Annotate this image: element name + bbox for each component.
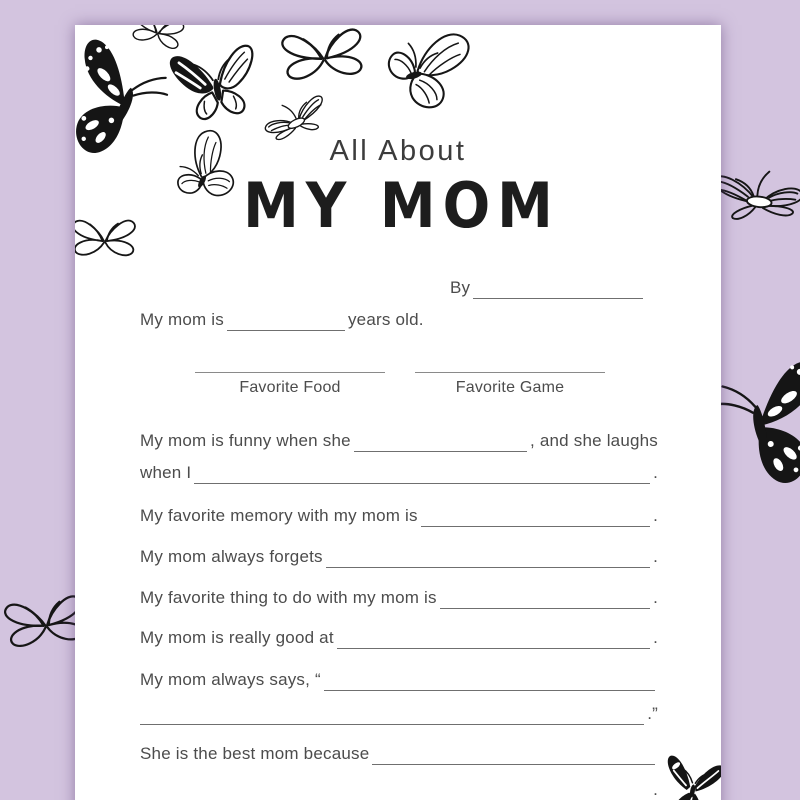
favorite-food-label: Favorite Food	[239, 379, 341, 396]
striped-butterfly-icon	[163, 31, 269, 134]
prompt-text: , and she laughs	[530, 431, 658, 450]
monarch-butterfly-icon	[707, 325, 800, 527]
prompt-favorite-thing	[140, 587, 658, 609]
vein-butterfly-icon	[362, 25, 498, 134]
fill-blank	[324, 674, 655, 691]
favorite-food-blank	[195, 355, 385, 373]
favorite-food-field	[195, 355, 385, 397]
prompt-funny-line1	[140, 430, 658, 452]
prompt-text: .	[653, 547, 658, 566]
prompt-text: .	[653, 506, 658, 525]
prompt-best-mom-line1	[140, 743, 658, 765]
age-suffix: years old.	[347, 310, 424, 329]
favorite-game-label: Favorite Game	[455, 379, 565, 396]
prompt-text: My mom is really good at	[140, 628, 334, 647]
prompt-text: My mom always says, “	[140, 670, 321, 689]
prompt-forgets	[140, 546, 658, 568]
fill-blank	[354, 435, 527, 452]
age-blank	[227, 314, 345, 331]
fill-blank	[194, 467, 650, 484]
fill-blank	[140, 708, 644, 725]
prompt-always-says-line1	[140, 669, 658, 691]
title-line1: All About	[329, 135, 467, 167]
fill-blank	[421, 510, 650, 527]
favorite-game-field	[415, 355, 605, 397]
fill-blank	[140, 784, 650, 800]
prompt-text: .	[653, 463, 658, 482]
fill-blank	[326, 551, 650, 568]
favorite-game-blank	[415, 355, 605, 373]
prompt-always-says-line2	[140, 703, 658, 725]
worksheet-page	[75, 25, 721, 800]
age-prefix: My mom is	[140, 310, 224, 329]
prompt-text: .	[653, 588, 658, 607]
prompt-text: My mom always forgets	[140, 547, 323, 566]
fill-blank	[440, 592, 650, 609]
prompt-text: .	[653, 628, 658, 647]
page-title	[75, 135, 721, 243]
prompt-text: She is the best mom because	[140, 744, 370, 763]
prompt-text: My favorite memory with my mom is	[140, 506, 418, 525]
byline	[450, 277, 646, 299]
age-line	[140, 309, 470, 331]
prompt-best-mom-line2	[140, 779, 658, 800]
fill-blank	[372, 748, 655, 765]
byline-blank	[473, 282, 643, 299]
prompt-text: .”	[647, 704, 658, 723]
prompt-good-at	[140, 627, 658, 649]
prompt-text: My favorite thing to do with my mom is	[140, 588, 437, 607]
title-line2: MY MOM	[243, 170, 560, 243]
scribble-butterfly-icon	[272, 25, 374, 92]
prompt-funny-line2	[140, 462, 658, 484]
prompt-memory	[140, 505, 658, 527]
prompt-text: My mom is funny when she	[140, 431, 351, 450]
brush-butterfly-icon	[653, 735, 721, 800]
prompt-text: .	[653, 780, 658, 799]
prompt-text: when I	[140, 463, 192, 482]
byline-label: By	[450, 278, 471, 297]
fill-blank	[337, 632, 650, 649]
